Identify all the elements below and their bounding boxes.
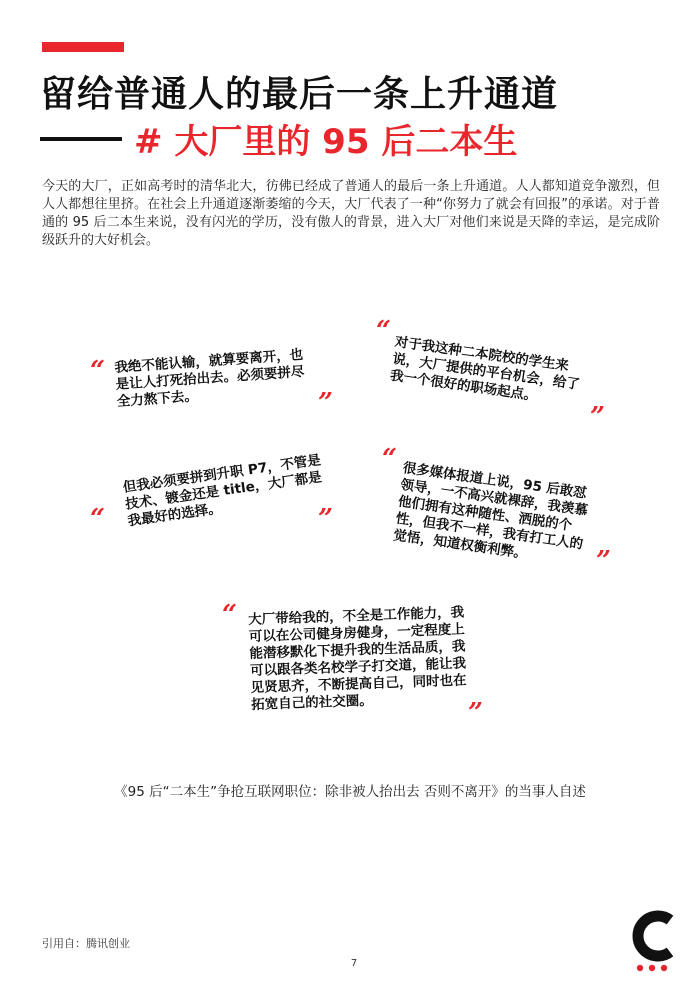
close-quote-icon: ” [596, 546, 611, 576]
title-dash [40, 137, 122, 141]
caption: 《95 后“二本生”争抢互联网职位：除非被人抬出去 否则不离开》的当事人自述 [114, 784, 586, 800]
brand-logo-icon [630, 910, 678, 974]
close-quote-icon: ” [318, 388, 333, 418]
open-quote-icon: “ [382, 444, 397, 474]
close-quote-icon: ” [590, 402, 605, 432]
open-quote-icon: “ [90, 356, 105, 386]
page-title: 留给普通人的最后一条上升通道 [40, 74, 559, 115]
source-citation: 引用自：腾讯创业 [42, 937, 130, 950]
page-subtitle-text: # 大厂里的 95 后二本生 [134, 122, 518, 162]
quote-2: 对于我这种二本院校的学生来说，大厂提供的平台机会，给了我一个很好的职场起点。 [389, 334, 581, 405]
page-subtitle [40, 114, 517, 163]
open-quote-icon: “ [90, 504, 105, 534]
quote-4: 很多媒体报道上说，95 后敢怼领导，一不高兴就裸辞，我羡慕他们拥有这种随性、洒脱的个性，但我不一样，我有打工人的觉悟，知道权衡利弊。 [392, 460, 589, 562]
open-quote-icon: “ [376, 316, 391, 346]
quote-1: 我绝不能认输，就算要离开，也是让人打死抬出去。必须要拼尽全力熬下去。 [114, 346, 305, 410]
accent-bar [42, 42, 124, 52]
close-quote-icon: ” [468, 698, 483, 728]
intro-paragraph: 今天的大厂，正如高考时的清华北大，彷佛已经成了普通人的最后一条上升通道。人人都知道竞争激烈，但人人都想往里挤。在社会上升通道逐渐萎缩的今天，大厂代表了一种“你努力了就会有回报”的承诺。对于普通的 95 后二本生来说，没有闪光的学历，没有傲人的背景，进入大厂对他们来说是天降的幸运，是完成阶级跃升的大好机会。 [42, 179, 660, 248]
quote-5: 大厂带给我的，不全是工作能力，我可以在公司健身房健身，一定程度上能潜移默化下提升我的生活品质，我可以跟各类名校学子打交道，能让我见贤思齐，不断提高自己，同时也在拓宽自己的社交圈。 [248, 604, 467, 713]
quote-3: 但我必须要拼到升职 P7，不管是技术、镀金还是 title，大厂都是我最好的选择。 [122, 452, 323, 530]
page-number: 7 [350, 958, 358, 969]
close-quote-icon: ” [318, 504, 333, 534]
open-quote-icon: “ [222, 600, 237, 630]
